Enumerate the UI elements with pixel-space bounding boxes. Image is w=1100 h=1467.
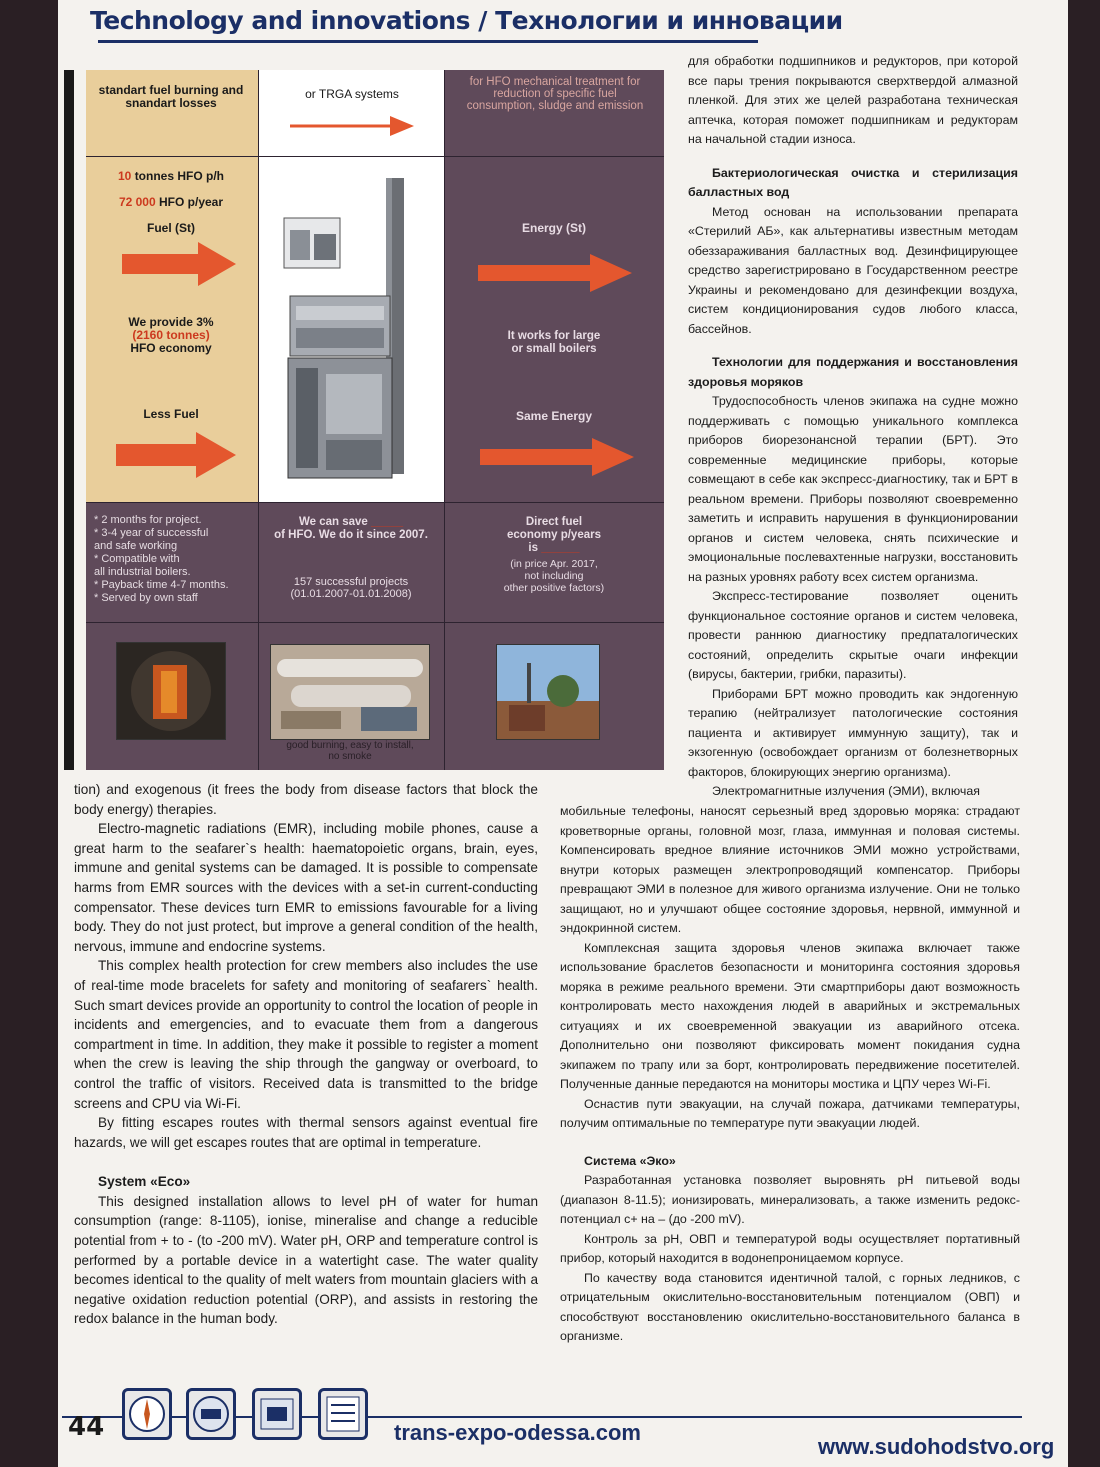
russian-paragraph: Экспресс-тестирование позволяет оценить функциональное состояние органов и систем человека, провести раннюю диагностику предпаталогических состояний, определить скрытые очаги инфекции (вирусы, бактерии, грибки, паразиты). — [688, 589, 1018, 681]
health-heading: Технологии для поддержания и восстановления здоровья моряков — [688, 355, 1018, 389]
english-paragraph: This complex health protection for crew members also includes the use of real-time mode bracelets for safety and monitoring of seafarers` health. Such smart devices provide an opportunity to control the location of people in incidents and emergencies, and to evacuate them from a dangerous compartment in time. In addition, they make it possible to register a moment when the crew is leaving the ship through the gangway or overboard, to control the traffic of visitors. Received data is transmitted to the bridge screens and CPU via Wi-Fi. — [74, 958, 538, 1111]
grid-line — [86, 156, 664, 157]
save-hfo-text: We can save _____ of HFO. We do it since 2007. — [274, 516, 428, 541]
english-paragraph: This designed installation allows to level pH of water for human consumption (range: 8-1105), ionise, mineralise and change a reducible potential from + to - (to -200 mV). Water pH, ORP and temperature control is performed by a portable device in a watertight case. The water quality becomes identical to the quality of melt waters from mountain glaciers with a negative oxidation reduction potential (ORP), and assists in restoring the redox balance in the human body. — [74, 1193, 538, 1327]
arrow-right-icon — [290, 114, 414, 138]
trga-systems-label: or TRGA systems — [305, 87, 399, 101]
hfo-year-text: HFO p/year — [159, 195, 224, 209]
fuel-st-label: Fuel (St) — [147, 221, 195, 235]
russian-paragraph: для обработки подшипников и редукторов, при которой все пары трения покрываются сверхтвердой алмазной пленкой. Для этих же целей разработана техническая аптечка, которая поможет подшипникам и редукторам на начальной стадии износа. — [688, 54, 1018, 146]
same-energy-label: Same Energy — [515, 409, 593, 423]
works-for-boilers-text: It works for large or small boilers — [507, 330, 601, 355]
english-paragraph: tion) and exogenous (it frees the body from disease factors that block the body energy) therapies. — [74, 782, 538, 817]
hfo-hour-number: 10 — [117, 169, 132, 183]
russian-paragraph: Контроль за pH, ОВП и температурой воды осуществляет портативный прибор, который находится в водонепроницаемом корпусе. — [560, 1231, 1020, 1265]
site-link-trans-expo[interactable]: trans-expo-odessa.com — [394, 1420, 641, 1445]
compass-logo-icon — [122, 1388, 172, 1440]
hfo-year-number: 72 000 — [118, 195, 156, 209]
transport-logo-icon — [252, 1388, 302, 1440]
russian-paragraph: Разработанная установка позволяет выровнять pH питьевой воды (диапазон 8-11.5); ионизировать, минерализовать, а также изменить редокс-потенциал с+ на – (до -200 mV). — [560, 1173, 1020, 1226]
energy-st-label: Energy (St) — [521, 221, 586, 235]
association-logo-icon — [186, 1388, 236, 1440]
same-energy-arrow-icon — [480, 438, 634, 476]
eco-heading-ru: Система «Эко» — [584, 1153, 676, 1168]
russian-paragraph: По качеству вода становится идентичной талой, с горных ледников, с отрицательным окислительно-восстановительным потенциалом (ОВП) и способствуют восстановлению окислительно-восстановительного баланса в организме. — [560, 1270, 1020, 1343]
english-paragraph: Electro-magnetic radiations (EMR), including mobile phones, cause a great harm to the seafarer`s health: haematopoietic organs, brain, eyes, immune and genital systems can be damaged. It is possible to compensate harms from EMR sources with the devices with a set-in current-conducting compensator. These devices turn EMR to emissions favourable for a living body. They do not just protect, but improve a general condition of the health, nervous, immune and endocrine systems. — [74, 821, 538, 954]
features-notes: * 2 months for project. * 3-4 year of successful and safe working * Compatible with all industrial boilers. * Payback time 4-7 months. * Served by own staff — [94, 514, 229, 604]
grid-line — [258, 70, 259, 770]
section-header-title: Technology and innovations / Технологии и инновации — [90, 6, 843, 35]
russian-paragraph: Приборами БРТ можно проводить как эндогенную терапию (нейтрализует патологические состояния пациента и активирует иммунную защиту), так и экзогенную (освобождает организм от болезнетворных факторов, блокирующих энергию организма). — [688, 686, 1018, 779]
fuel-arrow-icon — [122, 242, 236, 286]
provide-economy-text: We provide 3% (2160 tonnes) HFO economy — [128, 315, 214, 355]
burner-photo — [116, 642, 226, 740]
page-number: 44 — [68, 1412, 105, 1442]
hfo-treatment-label: for HFO mechanical treatment for reduction of specific fuel consumption, sludge and emission — [466, 76, 644, 112]
eco-heading: System «Eco» — [98, 1174, 191, 1190]
ballast-heading: Бактериологическая очистка и стерилизация балластных вод — [688, 165, 1018, 199]
standard-fuel-label: standart fuel burning and snandart losses — [98, 83, 244, 110]
successful-projects-text: 157 successful projects (01.01.2007-01.01.2008) — [290, 576, 412, 600]
english-column — [74, 780, 538, 1329]
russian-column-upper — [688, 52, 1018, 802]
russian-paragraph: мобильные телефоны, наносят серьезный вред здоровью моряка: страдают кроветворные органы, головной мозг, глаза, иммунная и половая системы. Компенсировать вредное влияние источников ЭМИ можно устройствами, внутри которых размещен электропроводящий компенсатор. Приборы превращают ЭМИ в полезное для живого организма излучение. Они не только защищают, но и улучшают общее состояние здоровья, нервной, иммунной и эндокринной систем. — [560, 804, 1020, 935]
boiler-illustration — [276, 178, 436, 490]
less-fuel-label: Less Fuel — [143, 407, 199, 421]
russian-column-lower — [560, 802, 1020, 1347]
direct-fuel-economy-text: Direct fuel economy p/years is ______ — [507, 516, 601, 554]
site-link-sudohodstvo[interactable]: www.sudohodstvo.org — [818, 1434, 1055, 1459]
russian-paragraph: Комплексная защита здоровья членов экипажа включает также использование браслетов безопасности и мониторинга состояния здоровья моряка в режиме реального времени. Эти смартприборы дают возможность контролировать место нахождения людей в аварийных и экстремальных ситуациях и их своевременной эвакуации из аварийного отсека. Дополнительно они позволяют фиксировать момент покидания судна экипажем по трапу или за борт, контролировать передвижение посетителей. Полученные данные передаются на мониторы мостика и ЦПУ через Wi-Fi. — [560, 940, 1020, 1091]
header-rule — [98, 40, 758, 43]
hfo-hour-text: tonnes HFO p/h — [134, 169, 225, 183]
plant-photo — [496, 644, 600, 740]
russian-paragraph: Метод основан на использовании препарата «Стерилий АБ», как альтернативы известным методам обеззараживания балластных вод. Дезинфицирующее средство зарегистрировано в Государственном реестре Украины и рекомендовано для дезинфекции воздуха, систем кондиционирования судов любого класса, бассейнов. — [688, 204, 1018, 336]
price-note-text: (in price Apr. 2017, not including other positive factors) — [503, 558, 605, 594]
grid-line — [86, 622, 664, 623]
english-paragraph: By fitting escapes routes with thermal sensors against eventual fire hazards, we will get escapes routes that are optimal in temperature. — [74, 1115, 538, 1150]
russian-paragraph: Трудоспособность членов экипажа на судне можно поддерживать с помощью уникального комплекса приборов биорезонансной терапии (БРТ). Это современные медицинские приборы, которые совмещают в себе как экспресс-диагностику, так и БРТ в реальном времени. Приборы позволяют своевременно заметить и исправить нарушения в функционировании органов и систем человека, снять психические и эмоциональные послевахтенные нагрузки, восстановить на разных уровнях работу всех систем организма. — [688, 394, 1018, 584]
grid-line — [444, 70, 445, 770]
exhibition-logo-icon — [318, 1388, 368, 1440]
energy-arrow-icon — [478, 254, 632, 292]
grid-line — [86, 502, 664, 503]
photo-caption: good burning, easy to install, no smoke — [286, 740, 414, 762]
less-fuel-arrow-icon — [116, 432, 236, 478]
installation-photo — [270, 644, 430, 740]
russian-paragraph: Электромагнитные излучения (ЭМИ), включая — [712, 784, 980, 798]
left-margin-bar — [64, 70, 74, 770]
russian-paragraph: Оснастив пути эвакуации, на случай пожара, датчиками температуры, получим оптимальные по температуре пути эвакуации людей. — [560, 1096, 1020, 1130]
hfo-infographic — [86, 70, 664, 770]
